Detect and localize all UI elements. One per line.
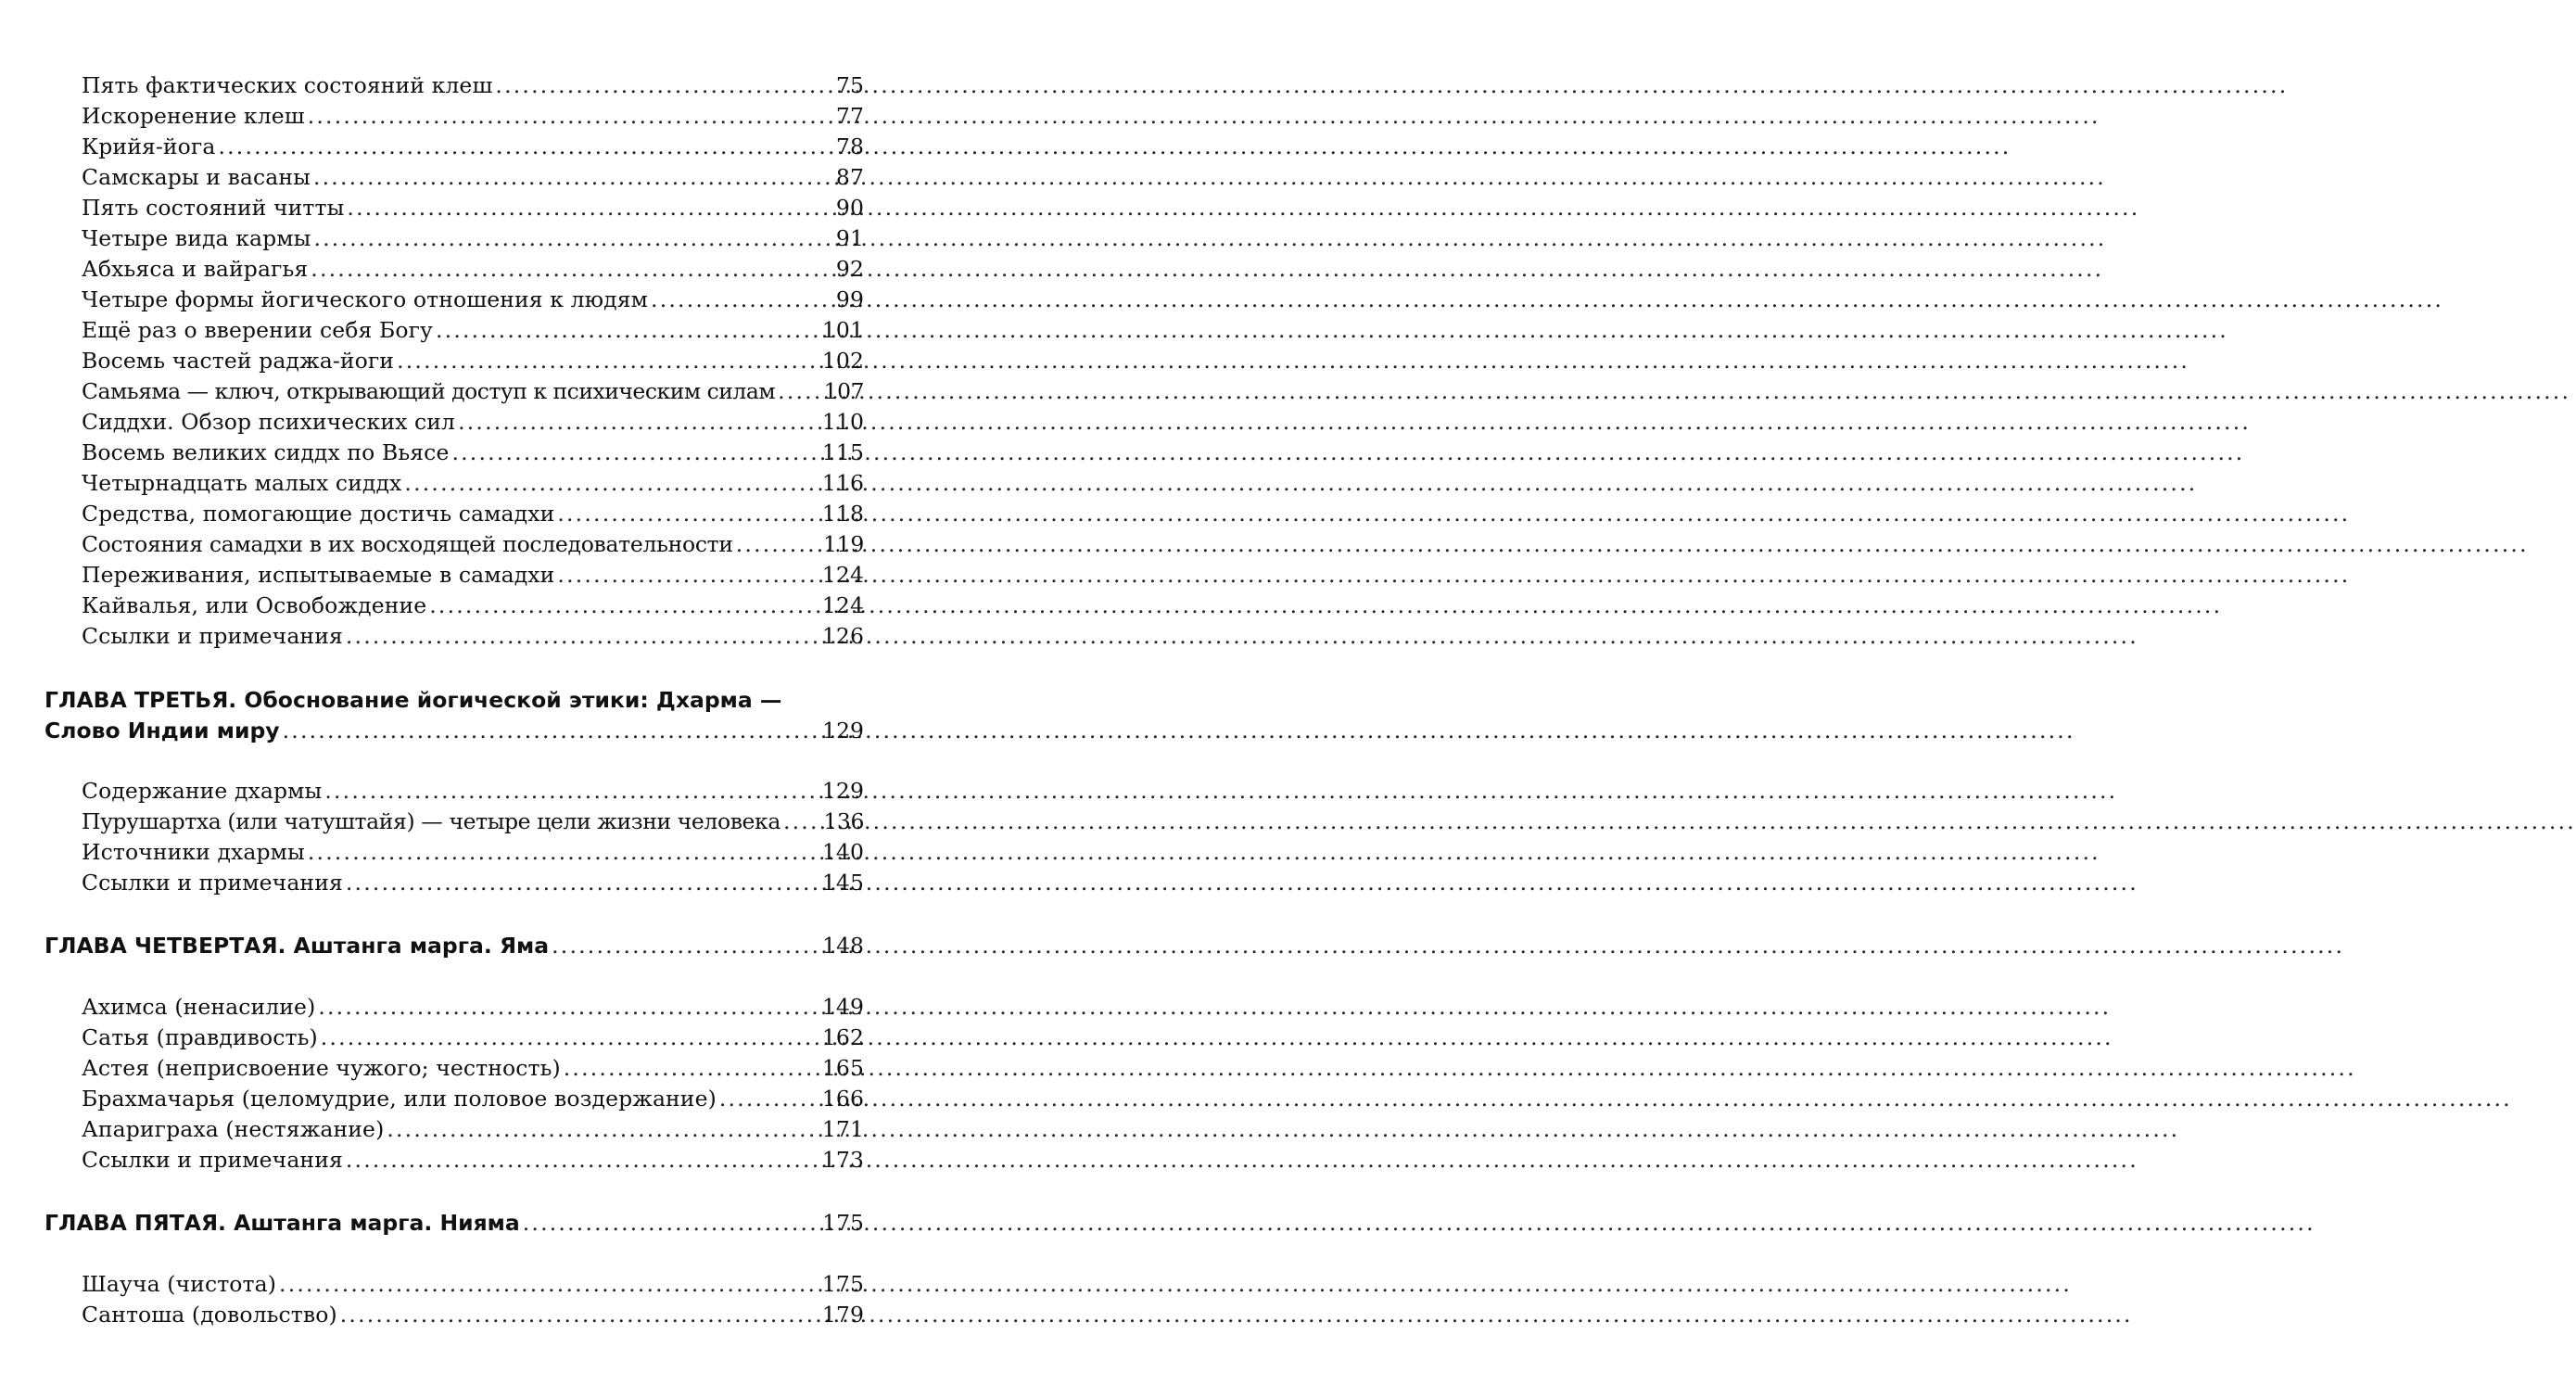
toc-entry: [82, 468, 864, 499]
toc-entry: [82, 70, 864, 101]
toc-entry-page: 126: [821, 623, 864, 649]
toc-entry-page: 171: [821, 1116, 864, 1142]
toc-entry-title: Крийя-йога: [82, 133, 216, 159]
toc-entry: [82, 346, 864, 376]
toc-entry: [82, 560, 864, 591]
toc-entry-title: Самскары и васаны: [82, 164, 311, 190]
toc-entry-title: Брахмачарья (целомудрие, или половое воздержание): [82, 1086, 717, 1112]
toc-entry-title: Состояния самадхи в их восходящей последовательности: [82, 531, 733, 557]
toc-entry: [82, 162, 864, 193]
chapter-heading-page: 148: [822, 933, 864, 959]
chapter-heading-line: ГЛАВА ТРЕТЬЯ. Обоснование йогической этики: Дхарма —: [44, 687, 782, 713]
toc-entry-title: Восемь великих сиддх по Вьясе: [82, 439, 450, 465]
toc-entry-page: 119: [823, 531, 864, 557]
toc-entry-title: Апариграха (нестяжание): [82, 1116, 385, 1142]
toc-entry-title: Сантоша (довольство): [82, 1302, 337, 1328]
toc-entry-page: 101: [821, 317, 864, 343]
dot-leader: [404, 468, 818, 499]
toc-entry: [82, 868, 864, 898]
toc-entry: [82, 529, 864, 560]
toc-entry-title: Пурушартха (или чатуштайя) — четыре цели жизни человека: [82, 808, 780, 834]
toc-entry-page: 165: [821, 1055, 864, 1081]
toc-entry: [82, 837, 864, 868]
toc-entry: [82, 285, 864, 315]
dot-leader: [340, 1300, 819, 1330]
dot-leader: [736, 529, 820, 560]
dot-leader: [387, 1114, 819, 1145]
dot-leader: [321, 1023, 819, 1053]
toc-entry-title: Четыре формы йогического отношения к людям: [82, 286, 649, 312]
dot-leader: [557, 499, 819, 529]
dot-leader: [523, 1208, 819, 1239]
toc-entry-title: Четырнадцать малых сиддх: [82, 470, 402, 496]
toc-entry-title: Ссылки и примечания: [82, 1147, 343, 1173]
chapter-heading-title: ГЛАВА ПЯТАЯ. Аштанга марга. Нияма: [44, 1210, 520, 1236]
toc-entry: [82, 499, 864, 529]
dot-leader: [451, 438, 818, 468]
toc-entry-page: 116: [821, 470, 864, 496]
toc-entry: [82, 376, 864, 407]
toc-entry: [82, 315, 864, 346]
dot-leader: [283, 716, 820, 746]
dot-leader: [313, 162, 833, 193]
toc-entry: [82, 1269, 864, 1300]
toc-entry-title: Ахимса (ненасилие): [82, 994, 316, 1020]
toc-entry-page: 110: [821, 409, 864, 435]
toc-entry: [82, 992, 864, 1023]
dot-leader: [313, 223, 832, 254]
dot-leader: [218, 132, 832, 162]
dot-leader: [429, 591, 819, 621]
dot-leader: [346, 621, 819, 652]
dot-leader: [346, 868, 819, 898]
toc-entry-page: 115: [821, 439, 864, 465]
toc-entry-page: 173: [821, 1147, 864, 1173]
toc-entry-page: 75: [835, 72, 864, 98]
toc-entry-title: Пять фактических состояний клеш: [82, 72, 493, 98]
toc-entry-title: Ещё раз о вверении себя Богу: [82, 317, 433, 343]
dot-leader: [279, 1269, 819, 1300]
dot-leader: [564, 1053, 819, 1084]
toc-entry: [82, 776, 864, 807]
dot-leader: [347, 193, 832, 223]
toc-entry-page: 90: [835, 195, 864, 221]
toc-entry: [82, 1084, 864, 1114]
toc-entry: [82, 254, 864, 285]
dot-leader: [324, 776, 819, 807]
chapter-heading-page: 129: [822, 718, 864, 743]
chapter-heading-title: ГЛАВА ЧЕТВЕРТАЯ. Аштанга марга. Яма: [44, 933, 550, 959]
dot-leader: [651, 285, 833, 315]
toc-entry-page: 140: [821, 839, 864, 865]
toc-entry-page: 124: [821, 562, 864, 588]
toc-entry: [82, 193, 864, 223]
toc-entry-title: Ссылки и примечания: [82, 870, 343, 896]
toc-entry: [82, 591, 864, 621]
toc-entry-page: 149: [821, 994, 864, 1020]
toc-entry: [82, 1114, 864, 1145]
toc-entry-title: Ссылки и примечания: [82, 623, 343, 649]
dot-leader: [458, 407, 819, 438]
toc-entry-title: Пять состояний читты: [82, 195, 345, 221]
toc-entry: [82, 1023, 864, 1053]
toc-entry-page: 92: [835, 256, 864, 282]
toc-entry: [82, 407, 864, 438]
toc-entry-page: 99: [835, 286, 864, 312]
dot-leader: [436, 315, 819, 346]
dot-leader: [557, 560, 818, 591]
dot-leader: [311, 254, 833, 285]
toc-entry: [82, 1053, 864, 1084]
toc-entry-title: Восемь частей раджа-йоги: [82, 348, 395, 374]
toc-entry-page: 107: [823, 378, 864, 404]
dot-leader: [318, 992, 819, 1023]
toc-entry: [82, 1300, 864, 1330]
toc-entry-title: Содержание дхармы: [82, 778, 323, 804]
toc-entry-page: 124: [821, 592, 864, 618]
toc-entry-page: 129: [821, 778, 864, 804]
toc-entry-page: 78: [835, 133, 864, 159]
dot-leader: [308, 837, 819, 868]
toc-entry-title: Абхьяса и вайрагья: [82, 256, 309, 282]
dot-leader: [495, 70, 832, 101]
toc-entry: [82, 132, 864, 162]
toc-page: [0, 0, 927, 1398]
toc-entry-page: 136: [823, 808, 864, 834]
toc-entry-page: 87: [835, 164, 864, 190]
toc-entry-page: 175: [821, 1271, 864, 1297]
toc-entry-title: Искоренение клеш: [82, 103, 305, 129]
toc-entry-page: 91: [835, 225, 864, 251]
chapter-heading-page: 175: [822, 1210, 864, 1236]
toc-entry-page: 145: [821, 870, 864, 896]
dot-leader: [783, 807, 820, 837]
toc-entry-page: 77: [835, 103, 864, 129]
toc-entry: [82, 807, 864, 837]
chapter-heading: [44, 1208, 864, 1239]
dot-leader: [778, 376, 820, 407]
toc-entry-page: 118: [821, 501, 864, 527]
toc-entry-title: Четыре вида кармы: [82, 225, 311, 251]
toc-entry-title: Сатья (правдивость): [82, 1024, 318, 1050]
chapter-heading-title: Слово Индии миру: [44, 718, 280, 743]
toc-entry-title: Средства, помогающие достичь самадхи: [82, 501, 555, 527]
toc-entry-title: Самьяма — ключ, открывающий доступ к психическим силам: [82, 378, 776, 404]
toc-entry-title: Астея (неприсвоение чужого; честность): [82, 1055, 561, 1081]
dot-leader: [397, 346, 819, 376]
toc-entry: [82, 223, 864, 254]
toc-entry: [82, 621, 864, 652]
chapter-heading: [44, 716, 864, 746]
dot-leader: [719, 1084, 819, 1114]
toc-entry-title: Переживания, испытываемые в самадхи: [82, 562, 555, 588]
toc-entry-page: 162: [821, 1024, 864, 1050]
toc-entry-title: Кайвалья, или Освобождение: [82, 592, 427, 618]
toc-entry-page: 102: [821, 348, 864, 374]
dot-leader: [346, 1145, 819, 1176]
toc-entry-title: Сиддхи. Обзор психических сил: [82, 409, 456, 435]
toc-entry-title: Источники дхармы: [82, 839, 305, 865]
dot-leader: [308, 101, 833, 132]
toc-entry: [82, 101, 864, 132]
toc-entry-page: 179: [821, 1302, 864, 1328]
dot-leader: [552, 931, 819, 961]
toc-entry: [82, 1145, 864, 1176]
toc-entry: [82, 438, 864, 468]
chapter-heading: [44, 931, 864, 961]
toc-entry-title: Шауча (чистота): [82, 1271, 277, 1297]
toc-entry-page: 166: [821, 1086, 864, 1112]
